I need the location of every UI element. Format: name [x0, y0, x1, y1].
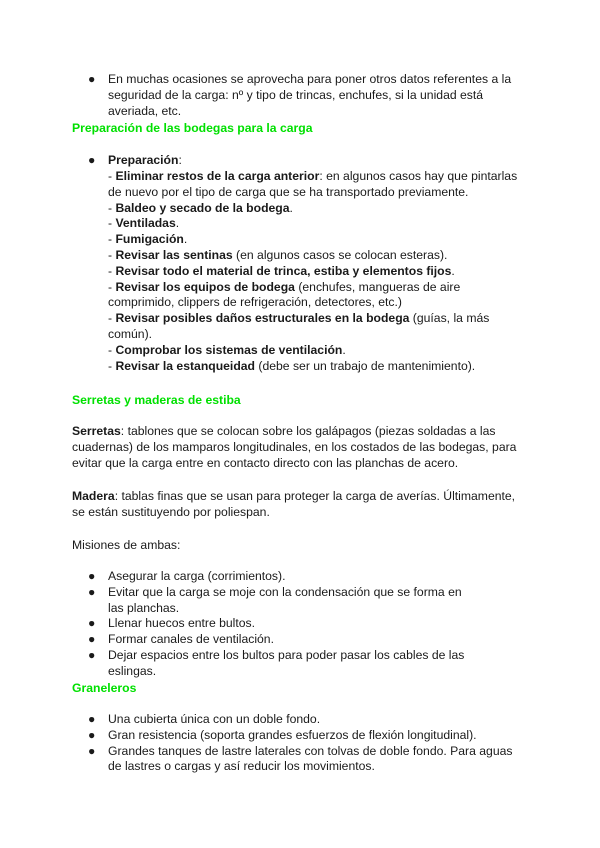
- item-bold-text: Comprobar los sistemas de ventilación: [115, 342, 343, 357]
- item-rest-text: (enchufes, mangueras de aire comprimido, clippers de refrigeración, detectores, etc.): [108, 279, 461, 310]
- item-bold-text: Ventiladas: [115, 216, 176, 231]
- item-bold-text: Revisar la estanqueidad: [115, 358, 255, 373]
- item-dash: -: [108, 358, 116, 373]
- item-dash: -: [108, 200, 116, 215]
- list-item: Gran resistencia (soporta grandes esfuerzos de flexión longitudinal).: [108, 727, 477, 742]
- item-bold-text: Revisar todo el material de trinca, estiba y elementos fijos: [115, 263, 452, 278]
- preparacion-item: [108, 169, 520, 201]
- preparacion-item: [108, 343, 520, 359]
- list-item: Dejar espacios entre los bultos para poder pasar los cables de las eslingas.: [108, 648, 465, 678]
- item-bold-text: Revisar posibles daños estructurales en la bodega: [115, 311, 410, 326]
- list-item: Asegurar la carga (corrimientos).: [108, 569, 286, 583]
- item-bold-text: Revisar los equipos de bodega: [115, 279, 295, 294]
- item-rest-text: (guías, la más común).: [108, 311, 490, 341]
- preparacion-label: [108, 153, 182, 169]
- list-item: Una cubierta única con un doble fondo.: [108, 712, 321, 726]
- item-bold-text: Fumigación: [115, 232, 184, 247]
- bullet-icon: ●: [88, 72, 96, 86]
- item-rest-text: (debe ser un trabajo de mantenimiento).: [255, 358, 476, 373]
- misiones-label: Misiones de ambas:: [72, 538, 181, 552]
- bullet-icon: ●: [88, 616, 96, 631]
- item-dash: -: [108, 169, 116, 183]
- section-heading-bodegas: Preparación de las bodegas para la carga: [72, 121, 313, 135]
- item-rest-text: (en algunos casos se colocan esteras).: [232, 247, 448, 262]
- preparacion-item: [108, 201, 520, 217]
- bullet-icon: ●: [88, 727, 96, 742]
- preparacion-bold: Preparación: [108, 153, 179, 167]
- intro-bullet-text: En muchas ocasiones se aprovecha para poner otros datos referentes a la seguridad de la carga: nº y tipo de trincas, enchufes, si la unidad está averiada, etc.: [108, 72, 512, 118]
- item-bold-text: Revisar las sentinas: [115, 247, 233, 262]
- preparacion-item: [108, 311, 520, 343]
- item-rest-text: .: [342, 342, 346, 357]
- preparacion-item: [108, 216, 520, 232]
- section-heading-graneleros: Graneleros: [72, 681, 137, 695]
- item-dash: -: [108, 247, 116, 262]
- bullet-icon: ●: [88, 584, 96, 599]
- preparacion-item: [108, 359, 520, 375]
- madera-text: : tablas finas que se usan para proteger la carga de averías. Últimamente, se están sustituyendo por poliespan.: [72, 489, 516, 519]
- bullet-icon: ●: [88, 632, 96, 647]
- item-dash: -: [108, 342, 116, 357]
- bullet-icon: ●: [88, 712, 96, 726]
- bullet-icon: ●: [88, 153, 96, 167]
- item-dash: -: [108, 279, 116, 294]
- list-item: Grandes tanques de lastre laterales con tolvas de doble fondo. Para aguas de lastres o cargas y así reducir los movimientos.: [108, 743, 513, 774]
- list-item: Llenar huecos entre bultos.: [108, 616, 256, 631]
- item-rest-text: .: [175, 216, 180, 231]
- list-item: Formar canales de ventilación.: [108, 632, 274, 647]
- bullet-icon: ●: [88, 569, 96, 583]
- preparacion-list: [108, 169, 520, 374]
- item-rest-text: : en algunos casos hay que pintarlas de nuevo por el tipo de carga que se ha transportado previamente.: [108, 169, 518, 199]
- bullet-icon: ●: [88, 648, 96, 662]
- serretas-text: : tablones que se colocan sobre los galápagos (piezas soldadas a las cuadernas) de los mamparos longitudinales, en los costados de las bodegas, para evitar que la carga entre en contacto directo con las planchas de acero.: [72, 424, 517, 470]
- section-heading-serretas: Serretas y maderas de estiba: [72, 393, 241, 407]
- item-dash: -: [108, 232, 116, 247]
- preparacion-item: [108, 280, 520, 312]
- preparacion-colon: :: [178, 153, 182, 167]
- serretas-paragraph: [72, 424, 522, 471]
- bullet-icon: ●: [88, 743, 96, 758]
- madera-paragraph: [72, 489, 527, 521]
- item-bold-text: Eliminar restos de la carga anterior: [115, 169, 320, 183]
- madera-bold: Madera: [72, 489, 115, 503]
- serretas-bold: Serretas: [72, 424, 121, 438]
- preparacion-item: [108, 248, 520, 264]
- item-bold-text: Baldeo y secado de la bodega: [115, 200, 290, 215]
- item-dash: -: [108, 311, 116, 326]
- list-item: Evitar que la carga se moje con la condensación que se forma en las planchas.: [108, 584, 462, 615]
- item-dash: -: [108, 263, 116, 278]
- item-rest-text: .: [183, 232, 188, 247]
- preparacion-item: [108, 264, 520, 280]
- item-dash: -: [108, 216, 116, 231]
- item-rest-text: .: [451, 263, 455, 278]
- preparacion-item: [108, 232, 520, 248]
- item-rest-text: .: [289, 200, 293, 215]
